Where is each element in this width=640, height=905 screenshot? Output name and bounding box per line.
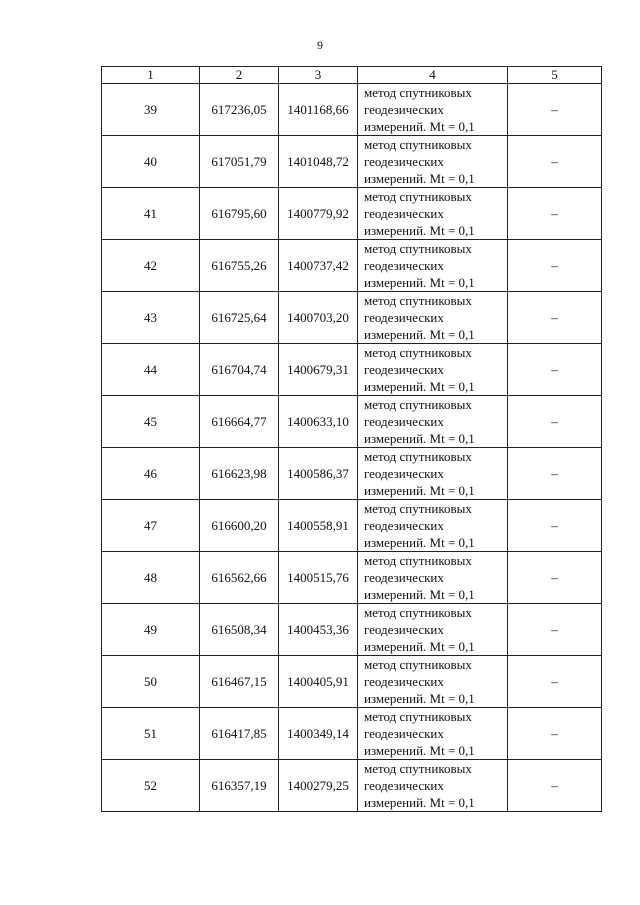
method-text-line: геодезических	[364, 414, 444, 429]
method-text-line: метод спутниковых	[364, 137, 472, 152]
method-text-line: измерений. Mt = 0,1	[364, 327, 475, 342]
method-text-line: измерений. Mt = 0,1	[364, 431, 475, 446]
x-coordinate-cell: 616508,34	[200, 604, 279, 656]
note-cell: –	[508, 500, 602, 552]
point-number-cell: 43	[102, 292, 200, 344]
method-text-line: геодезических	[364, 154, 444, 169]
method-cell	[358, 396, 508, 448]
method-text-line: геодезических	[364, 362, 444, 377]
method-text-line: метод спутниковых	[364, 449, 472, 464]
note-cell: –	[508, 656, 602, 708]
method-cell	[358, 604, 508, 656]
x-coordinate-cell: 617051,79	[200, 136, 279, 188]
point-number-cell: 44	[102, 344, 200, 396]
method-text-line: измерений. Mt = 0,1	[364, 587, 475, 602]
method-text-line: измерений. Mt = 0,1	[364, 223, 475, 238]
method-text-line: измерений. Mt = 0,1	[364, 275, 475, 290]
method-text-line: измерений. Mt = 0,1	[364, 795, 475, 810]
method-text-line: геодезических	[364, 466, 444, 481]
method-text-line: измерений. Mt = 0,1	[364, 119, 475, 134]
method-cell	[358, 760, 508, 812]
method-text-line: метод спутниковых	[364, 189, 472, 204]
table-row	[102, 656, 602, 708]
method-text-line: метод спутниковых	[364, 293, 472, 308]
table-row	[102, 500, 602, 552]
note-cell: –	[508, 136, 602, 188]
table-row	[102, 552, 602, 604]
header-col-1: 1	[102, 67, 200, 84]
point-number-cell: 51	[102, 708, 200, 760]
x-coordinate-cell: 616664,77	[200, 396, 279, 448]
method-text-line: метод спутниковых	[364, 657, 472, 672]
table-row	[102, 292, 602, 344]
x-coordinate-cell: 616357,19	[200, 760, 279, 812]
method-text-line: метод спутниковых	[364, 85, 472, 100]
x-coordinate-cell: 616725,64	[200, 292, 279, 344]
y-coordinate-cell: 1400703,20	[279, 292, 358, 344]
x-coordinate-cell: 617236,05	[200, 84, 279, 136]
method-text-line: измерений. Mt = 0,1	[364, 379, 475, 394]
method-text-line: метод спутниковых	[364, 345, 472, 360]
table-row	[102, 448, 602, 500]
header-col-3: 3	[279, 67, 358, 84]
x-coordinate-cell: 616467,15	[200, 656, 279, 708]
method-text-line: метод спутниковых	[364, 241, 472, 256]
method-text-line: геодезических	[364, 674, 444, 689]
method-text-line: метод спутниковых	[364, 709, 472, 724]
method-cell	[358, 656, 508, 708]
method-cell	[358, 84, 508, 136]
method-text-line: измерений. Mt = 0,1	[364, 483, 475, 498]
method-text-line: геодезических	[364, 102, 444, 117]
table-row	[102, 136, 602, 188]
y-coordinate-cell: 1400779,92	[279, 188, 358, 240]
x-coordinate-cell: 616417,85	[200, 708, 279, 760]
y-coordinate-cell: 1400737,42	[279, 240, 358, 292]
method-text-line: измерений. Mt = 0,1	[364, 691, 475, 706]
x-coordinate-cell: 616562,66	[200, 552, 279, 604]
table-body	[102, 84, 602, 812]
method-text-line: метод спутниковых	[364, 605, 472, 620]
note-cell: –	[508, 344, 602, 396]
y-coordinate-cell: 1400349,14	[279, 708, 358, 760]
x-coordinate-cell: 616704,74	[200, 344, 279, 396]
note-cell: –	[508, 188, 602, 240]
method-cell	[358, 188, 508, 240]
x-coordinate-cell: 616623,98	[200, 448, 279, 500]
method-cell	[358, 292, 508, 344]
method-text-line: измерений. Mt = 0,1	[364, 535, 475, 550]
point-number-cell: 52	[102, 760, 200, 812]
method-text-line: геодезических	[364, 622, 444, 637]
y-coordinate-cell: 1400679,31	[279, 344, 358, 396]
y-coordinate-cell: 1400279,25	[279, 760, 358, 812]
note-cell: –	[508, 448, 602, 500]
y-coordinate-cell: 1400515,76	[279, 552, 358, 604]
method-text-line: геодезических	[364, 258, 444, 273]
method-cell	[358, 240, 508, 292]
method-text-line: метод спутниковых	[364, 553, 472, 568]
table-row	[102, 84, 602, 136]
x-coordinate-cell: 616755,26	[200, 240, 279, 292]
point-number-cell: 49	[102, 604, 200, 656]
method-text-line: метод спутниковых	[364, 761, 472, 776]
y-coordinate-cell: 1400586,37	[279, 448, 358, 500]
point-number-cell: 42	[102, 240, 200, 292]
method-cell	[358, 500, 508, 552]
point-number-cell: 40	[102, 136, 200, 188]
method-text-line: геодезических	[364, 310, 444, 325]
method-cell	[358, 448, 508, 500]
header-col-5: 5	[508, 67, 602, 84]
note-cell: –	[508, 84, 602, 136]
table-row	[102, 760, 602, 812]
method-text-line: геодезических	[364, 570, 444, 585]
table-row	[102, 604, 602, 656]
y-coordinate-cell: 1401048,72	[279, 136, 358, 188]
coordinates-table	[101, 66, 602, 812]
point-number-cell: 47	[102, 500, 200, 552]
method-text-line: измерений. Mt = 0,1	[364, 743, 475, 758]
method-text-line: метод спутниковых	[364, 397, 472, 412]
method-text-line: геодезических	[364, 726, 444, 741]
point-number-cell: 39	[102, 84, 200, 136]
y-coordinate-cell: 1400453,36	[279, 604, 358, 656]
point-number-cell: 45	[102, 396, 200, 448]
table-row	[102, 344, 602, 396]
y-coordinate-cell: 1400558,91	[279, 500, 358, 552]
note-cell: –	[508, 708, 602, 760]
table-row	[102, 396, 602, 448]
point-number-cell: 48	[102, 552, 200, 604]
header-row	[102, 67, 602, 84]
note-cell: –	[508, 552, 602, 604]
table-row	[102, 240, 602, 292]
y-coordinate-cell: 1400633,10	[279, 396, 358, 448]
table-row	[102, 708, 602, 760]
table-row	[102, 188, 602, 240]
y-coordinate-cell: 1400405,91	[279, 656, 358, 708]
page-number: 9	[317, 38, 323, 52]
method-cell	[358, 344, 508, 396]
x-coordinate-cell: 616600,20	[200, 500, 279, 552]
note-cell: –	[508, 292, 602, 344]
y-coordinate-cell: 1401168,66	[279, 84, 358, 136]
point-number-cell: 46	[102, 448, 200, 500]
note-cell: –	[508, 240, 602, 292]
header-col-4: 4	[358, 67, 508, 84]
method-text-line: метод спутниковых	[364, 501, 472, 516]
method-text-line: геодезических	[364, 518, 444, 533]
method-text-line: измерений. Mt = 0,1	[364, 171, 475, 186]
x-coordinate-cell: 616795,60	[200, 188, 279, 240]
point-number-cell: 50	[102, 656, 200, 708]
note-cell: –	[508, 760, 602, 812]
method-text-line: измерений. Mt = 0,1	[364, 639, 475, 654]
note-cell: –	[508, 604, 602, 656]
method-cell	[358, 552, 508, 604]
method-text-line: геодезических	[364, 778, 444, 793]
point-number-cell: 41	[102, 188, 200, 240]
header-col-2: 2	[200, 67, 279, 84]
method-cell	[358, 708, 508, 760]
method-cell	[358, 136, 508, 188]
table-header	[102, 67, 602, 84]
method-text-line: геодезических	[364, 206, 444, 221]
note-cell: –	[508, 396, 602, 448]
